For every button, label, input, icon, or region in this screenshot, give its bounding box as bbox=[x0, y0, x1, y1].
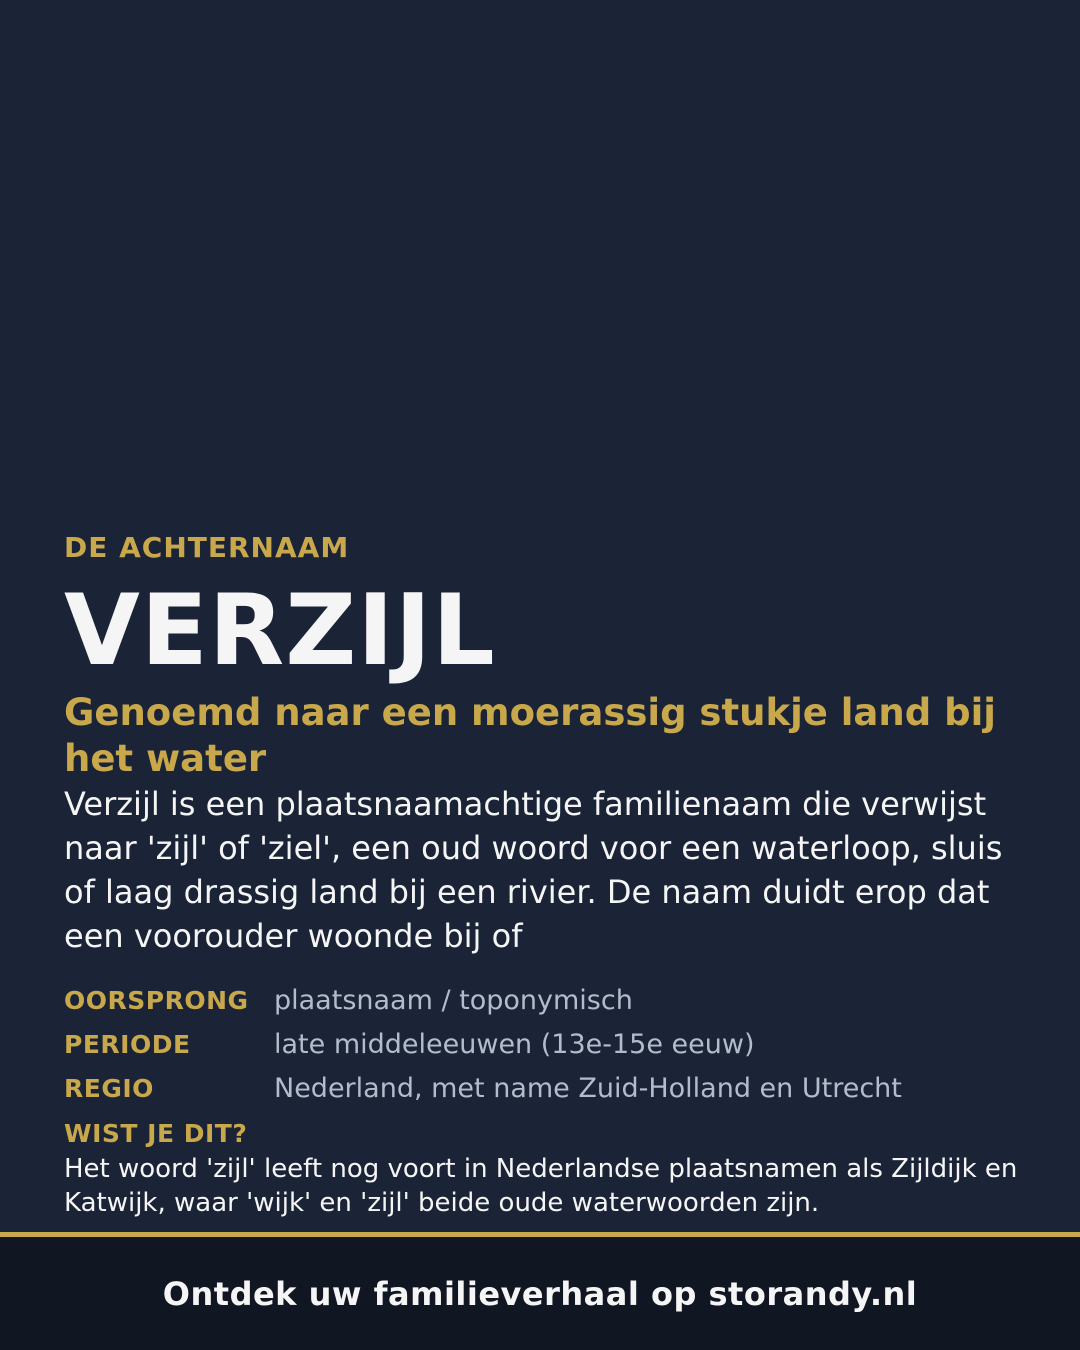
surname-title: VERZIJL bbox=[64, 574, 496, 688]
fact-value: plaatsnaam / toponymisch bbox=[274, 984, 633, 1016]
footer-bar bbox=[0, 1237, 1080, 1350]
fact-label: OORSPRONG bbox=[64, 985, 249, 1015]
facts-list bbox=[64, 978, 1024, 1110]
fact-row-region bbox=[64, 1066, 1024, 1110]
fact-row-origin bbox=[64, 978, 1024, 1022]
fact-label: REGIO bbox=[64, 1073, 154, 1103]
eyebrow-label: DE ACHTERNAAM bbox=[64, 531, 350, 564]
trivia-heading: WIST JE DIT? bbox=[64, 1119, 248, 1148]
footer-cta-link[interactable]: Ontdek uw familieverhaal op storandy.nl bbox=[162, 1274, 918, 1313]
trivia-text: Het woord 'zijl' leeft nog voort in Nederlandse plaatsnamen als Zijldijk en Katwijk, waar 'wijk' en 'zijl' beide oude waterwoorden zijn. bbox=[64, 1154, 1018, 1218]
fact-label: PERIODE bbox=[64, 1029, 191, 1059]
fact-value: Nederland, met name Zuid-Holland en Utrecht bbox=[274, 1072, 902, 1104]
surname-subtitle: Genoemd naar een moerassig stukje land bij het water bbox=[64, 691, 996, 780]
fact-value: late middeleeuwen (13e-15e eeuw) bbox=[274, 1028, 755, 1060]
surname-description: Verzijl is een plaatsnaamachtige familienaam die verwijst naar 'zijl' of 'ziel', een oud woord voor een waterloop, sluis of laag drassig land bij een rivier. De naam duidt erop dat een voorouder woonde bij of bbox=[64, 785, 1003, 955]
fact-row-period bbox=[64, 1022, 1024, 1066]
surname-card bbox=[64, 530, 1024, 1220]
